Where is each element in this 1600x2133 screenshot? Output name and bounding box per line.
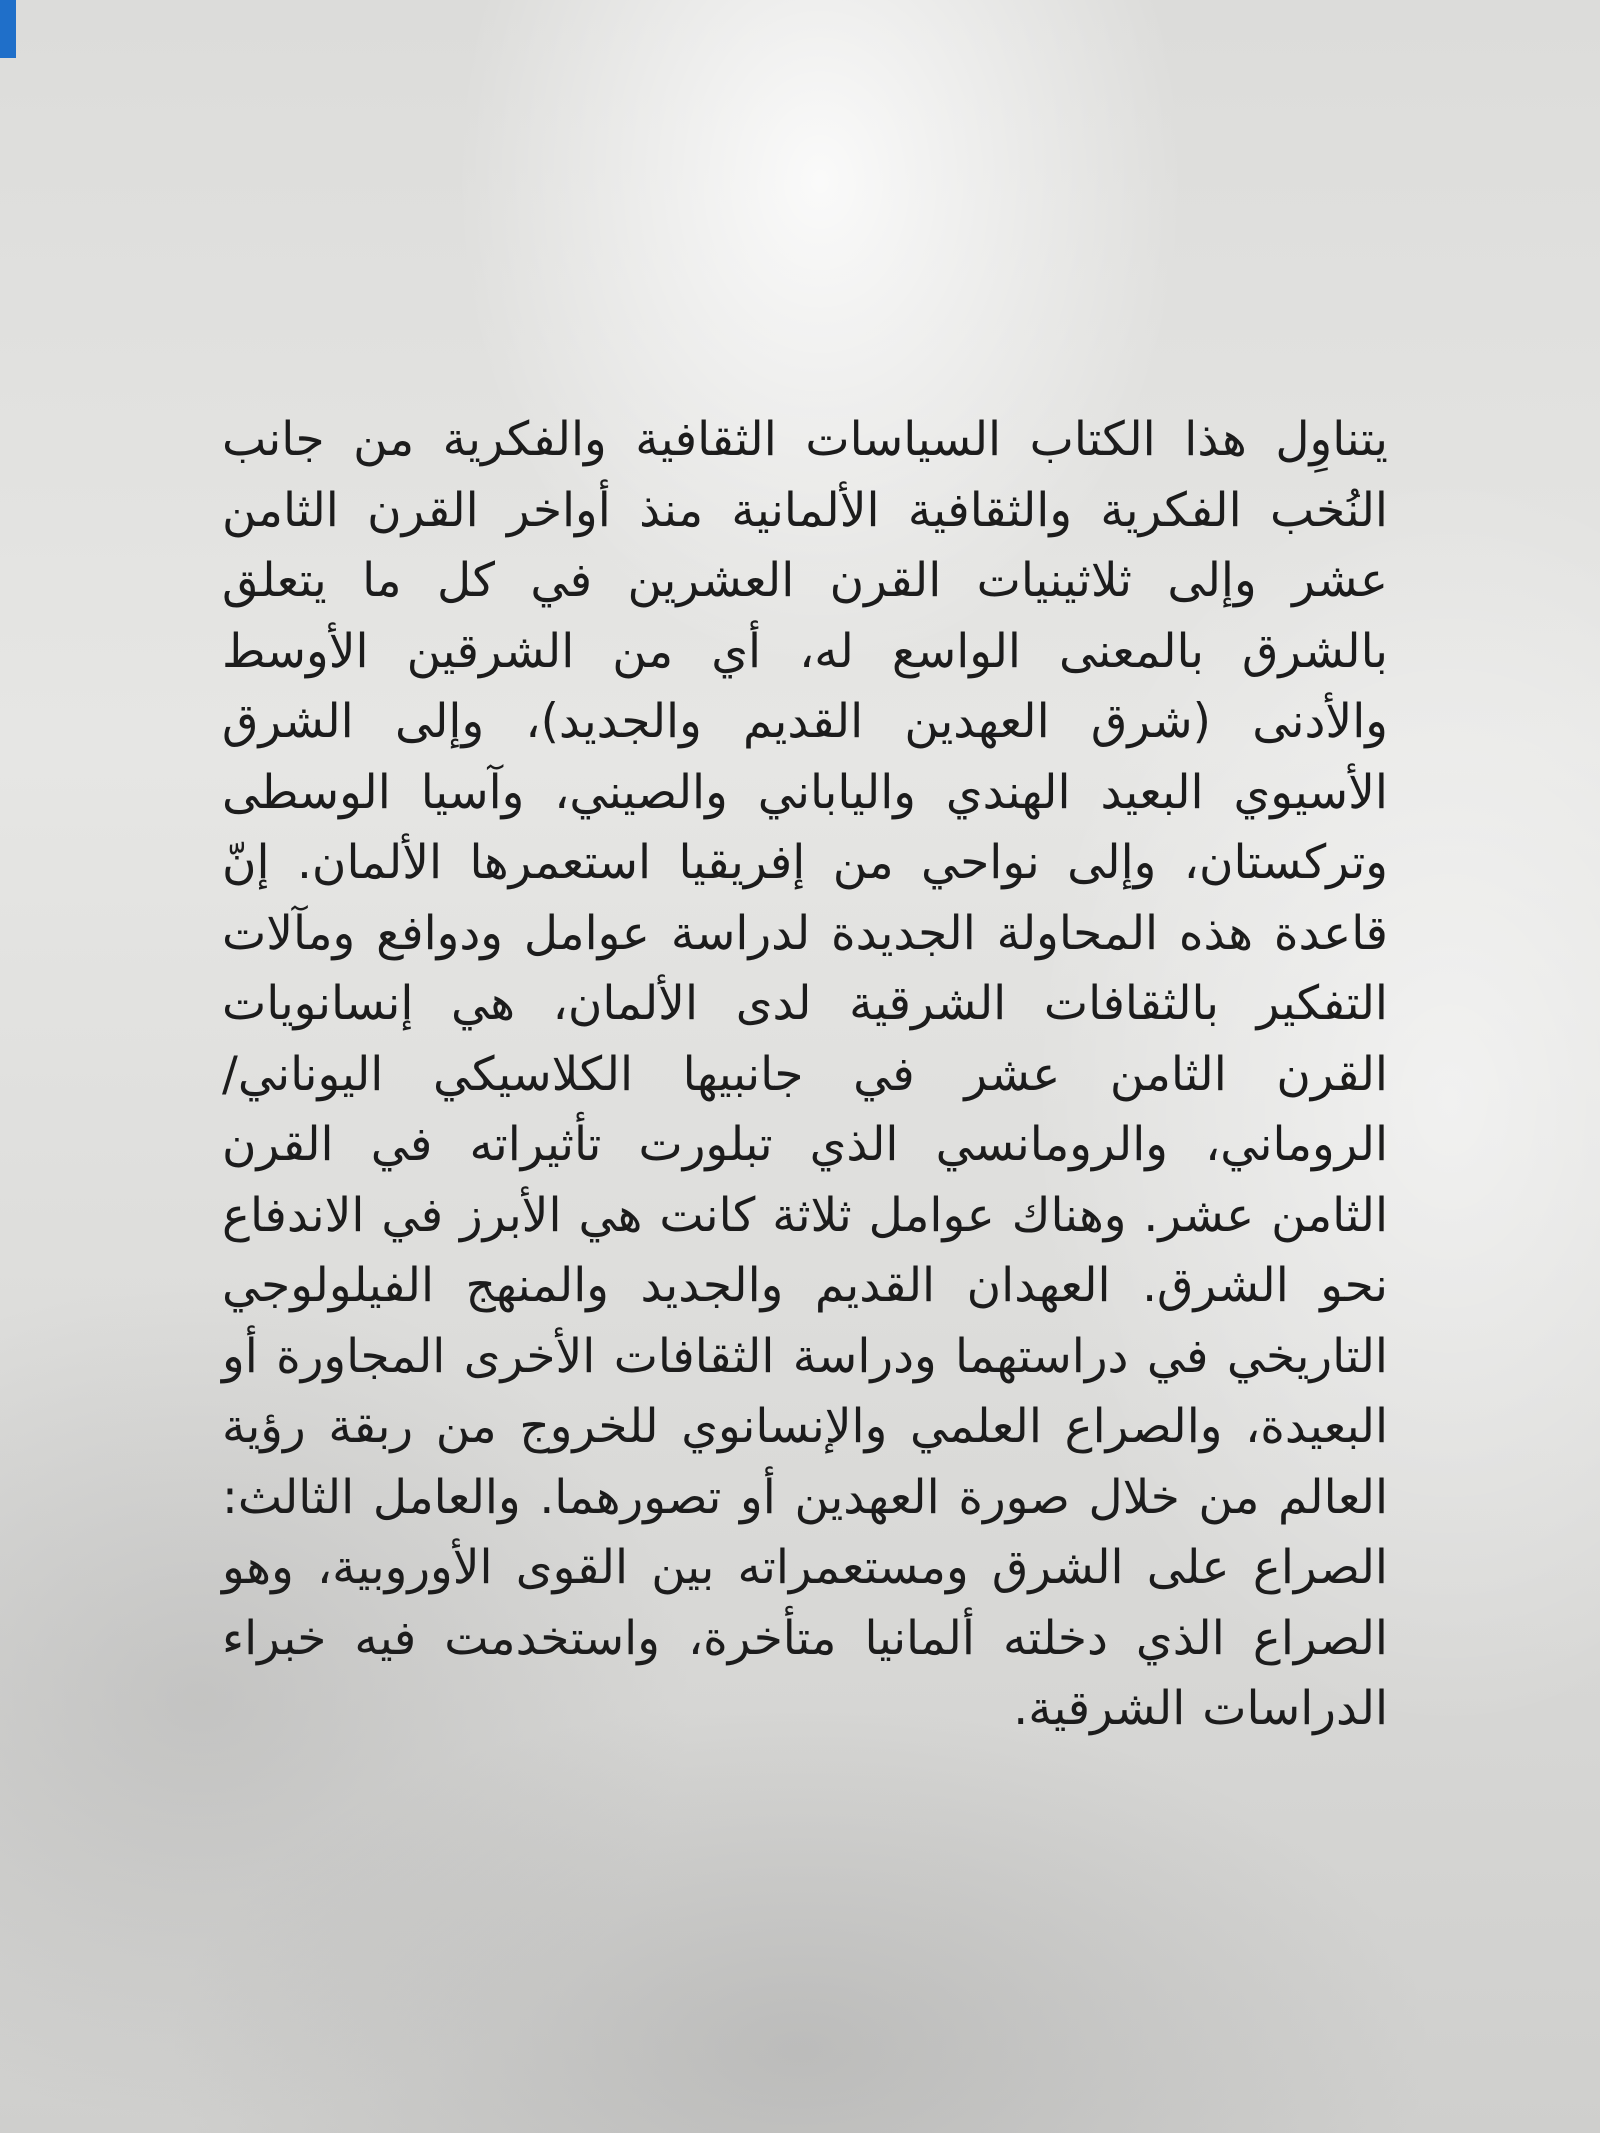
body-paragraph: يتناوِل هذا الكتاب السياسات الثقافية والفكرية من جانب النُخب الفكرية والثقافية الألمانية منذ أواخر القرن الثامن عشر وإلى ثلاثينيات القرن العشرين في كل ما يتعلق بالشرق بالمعنى الواسع له، أي من الشرقين الأوسط والأدنى (شرق العهدين القديم والجديد)، وإلى الشرق الأسيوي البعيد الهندي والياباني والصيني، وآسيا الوسطى وتركستان، وإلى نواحي من إفريقيا استعمرها الألمان. إنّ قاعدة هذه المحاولة الجديدة لدراسة عوامل ودوافع ومآلات التفكير بالثقافات الشرقية لدى الألمان، هي إنسانويات القرن الثامن عشر في جانبيها الكلاسيكي اليوناني/ الروماني، والرومانسي الذي تبلورت تأثيراته في القرن الثامن عشر. وهناك عوامل ثلاثة كانت هي الأبرز في الاندفاع نحو الشرق. العهدان القديم والجديد والمنهج الفيلولوجي التاريخي في دراستهما ودراسة الثقافات الأخرى المجاورة أو البعيدة، والصراع العلمي والإنسانوي للخروج من ربقة رؤية العالم من خلال صورة العهدين أو تصورهما. والعامل الثالث: الصراع على الشرق ومستعمراته بين القوى الأوروبية، وهو الصراع الذي دخلته ألمانيا متأخرة، واستخدمت فيه خبراء الدراسات الشرقية. bbox=[222, 412, 1388, 1736]
blue-corner-tab bbox=[0, 0, 16, 58]
